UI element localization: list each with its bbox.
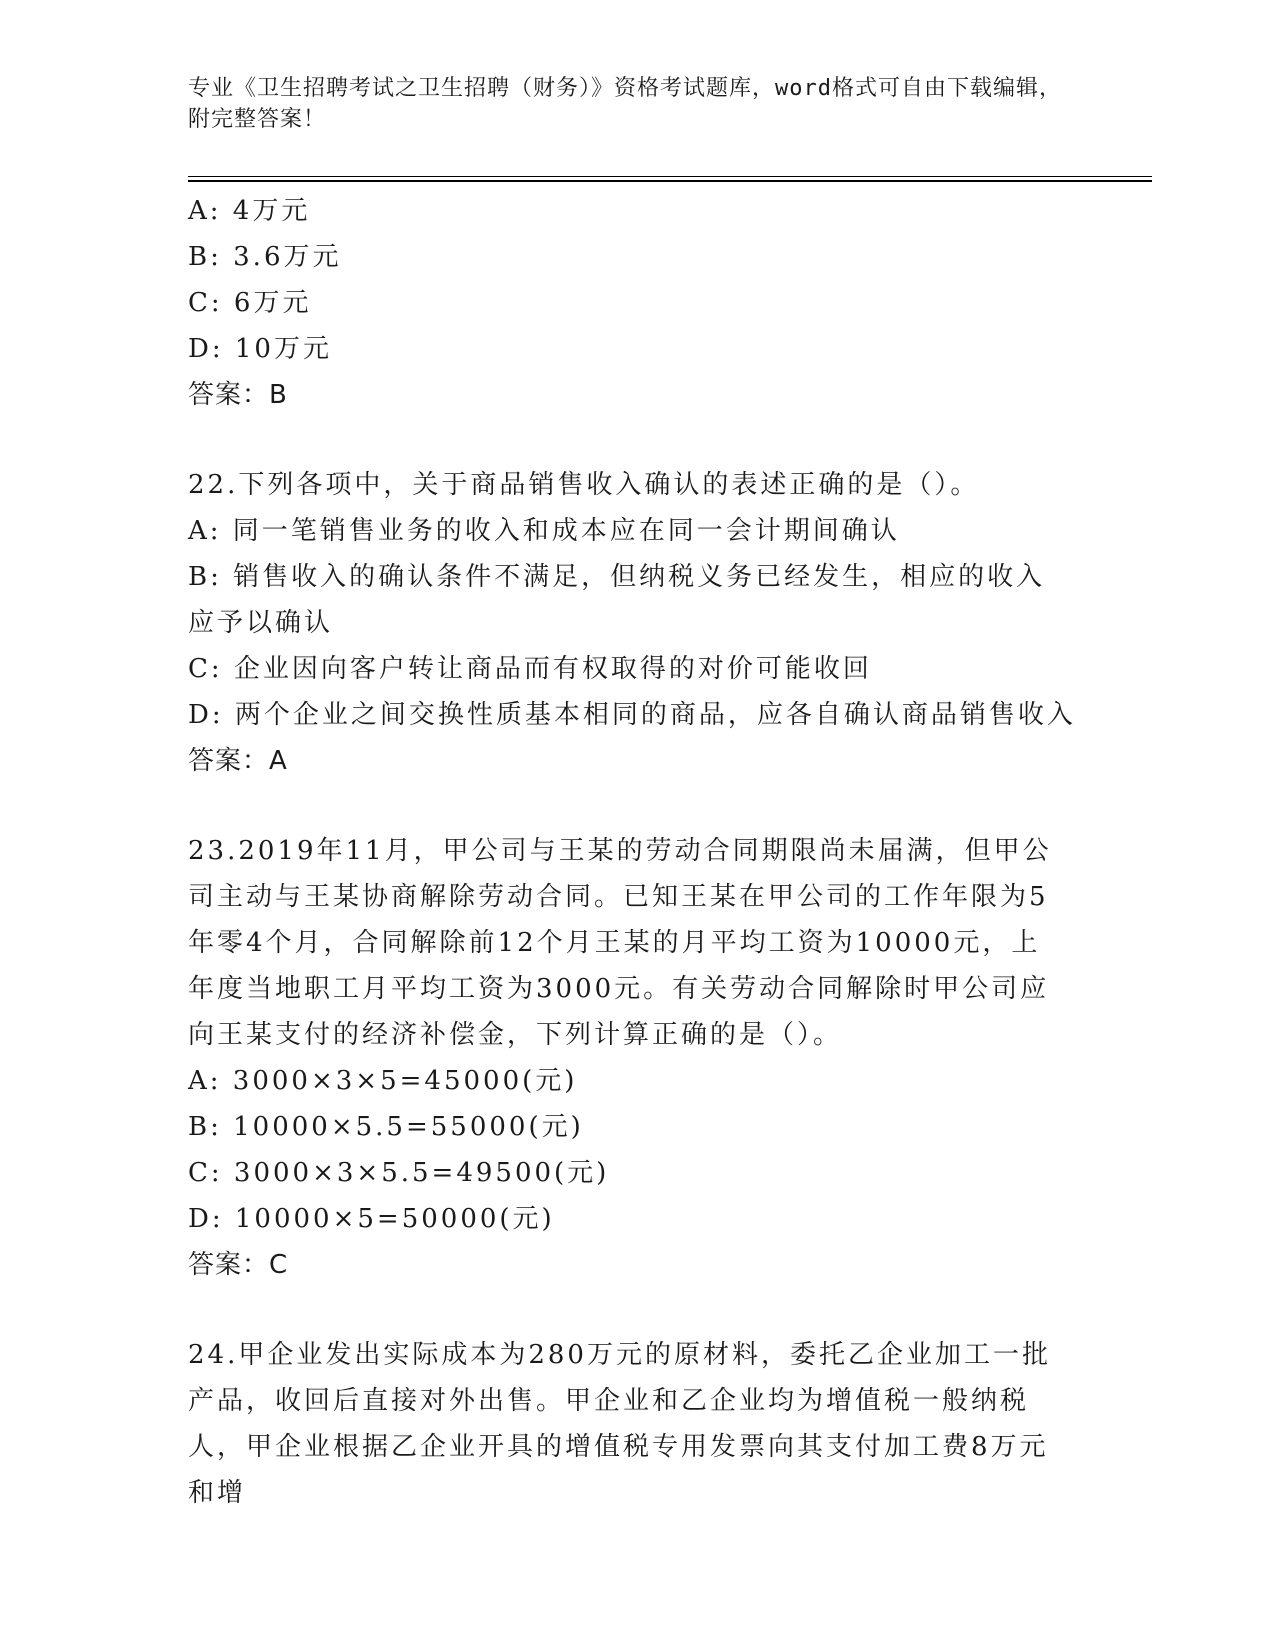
question-24 xyxy=(188,1332,1068,1516)
question-23 xyxy=(188,828,1068,1288)
header-divider-thin xyxy=(188,176,1152,177)
question-22 xyxy=(188,462,1076,784)
answer-label: 答案：B xyxy=(188,380,288,410)
option-d: D: 两个企业之间交换性质基本相同的商品，应各自确认商品销售收入 xyxy=(188,700,1076,730)
header-divider-thick xyxy=(188,180,1152,182)
option-b: B: 3.6万元 xyxy=(188,242,342,272)
answer-label: 答案：C xyxy=(188,1250,289,1280)
question-list xyxy=(188,188,1076,1516)
question-stem: 22.下列各项中，关于商品销售收入确认的表述正确的是（）。 xyxy=(188,470,980,500)
option-b: B: 10000×5.5=55000(元) xyxy=(188,1112,584,1142)
option-d: D: 10000×5=50000(元) xyxy=(188,1204,555,1234)
document-header: 专业《卫生招聘考试之卫生招聘（财务）》资格考试题库，word格式可自由下载编辑，附完整答案！ xyxy=(188,76,1062,132)
prev-question-block xyxy=(188,188,1068,418)
option-a: A: 4万元 xyxy=(188,196,311,226)
option-c: C: 企业因向客户转让商品而有权取得的对价可能收回 xyxy=(188,654,872,684)
option-c: C: 3000×3×5.5=49500(元) xyxy=(188,1158,610,1188)
question-stem: 24.甲企业发出实际成本为280万元的原材料，委托乙企业加工一批产品，收回后直接对外出售。甲企业和乙企业均为增值税一般纳税人，甲企业根据乙企业开具的增值税专用发票向其支付加工费8万元和增 xyxy=(188,1340,1051,1508)
question-stem: 23.2019年11月，甲公司与王某的劳动合同期限尚未届满，但甲公司主动与王某协商解除劳动合同。已知王某在甲公司的工作年限为5年零4个月，合同解除前12个月王某的月平均工资为10000元，上年度当地职工月平均工资为3000元。有关劳动合同解除时甲公司应向王某支付的经济补偿金，下列计算正确的是（）。 xyxy=(188,836,1052,1050)
option-d: D: 10万元 xyxy=(188,334,332,364)
option-c: C: 6万元 xyxy=(188,288,312,318)
option-a: A: 同一笔销售业务的收入和成本应在同一会计期间确认 xyxy=(188,516,900,546)
answer-label: 答案：A xyxy=(188,746,288,776)
option-a: A: 3000×3×5=45000(元) xyxy=(188,1066,578,1096)
option-b: B: 销售收入的确认条件不满足，但纳税义务已经发生，相应的收入应予以确认 xyxy=(188,562,1046,638)
